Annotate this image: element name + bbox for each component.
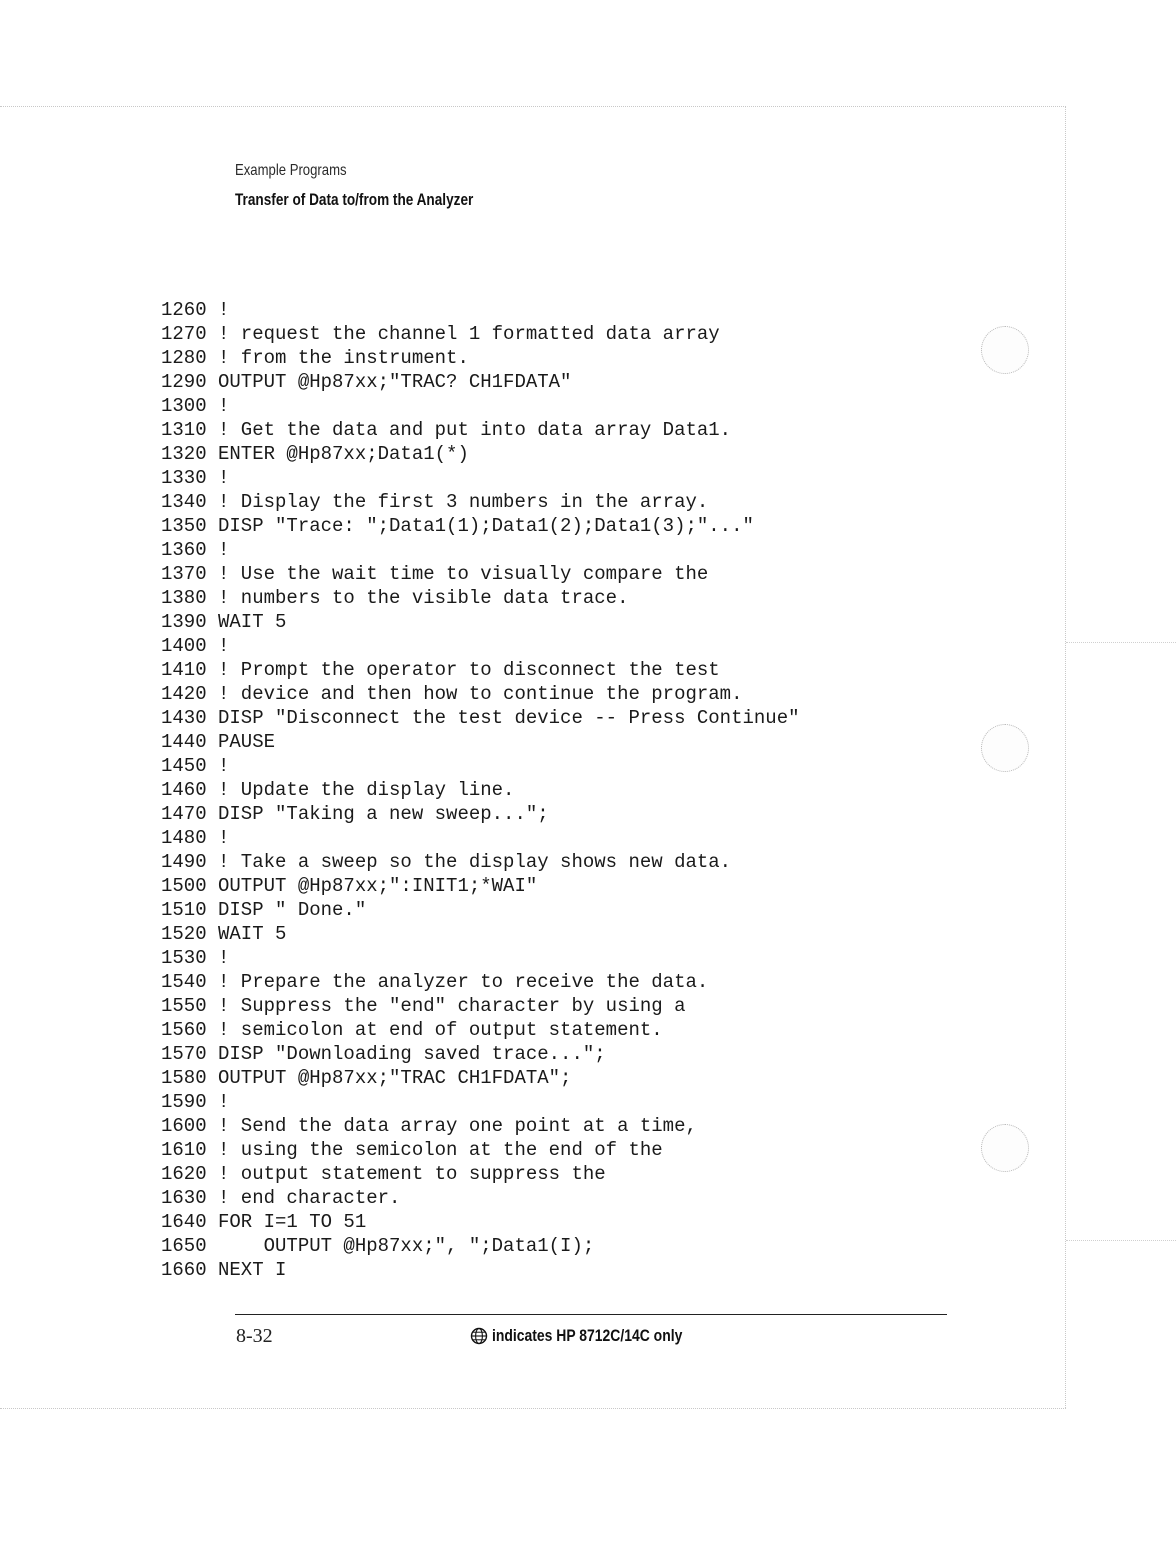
code-line — [161, 490, 800, 514]
line-number: 1410 — [161, 659, 207, 681]
line-text: WAIT 5 — [218, 611, 287, 633]
line-number: 1370 — [161, 563, 207, 585]
code-line — [161, 298, 800, 322]
line-number: 1340 — [161, 491, 207, 513]
line-text: ! request the channel 1 formatted data array — [218, 323, 720, 345]
line-number: 1650 — [161, 1235, 207, 1257]
code-line — [161, 1042, 800, 1066]
line-text: ! using the semicolon at the end of the — [218, 1139, 663, 1161]
line-number: 1550 — [161, 995, 207, 1017]
line-text: ! Display the first 3 numbers in the array. — [218, 491, 709, 513]
line-number: 1450 — [161, 755, 207, 777]
code-line — [161, 634, 800, 658]
line-text: ! Update the display line. — [218, 779, 515, 801]
line-text: OUTPUT @Hp87xx;"TRAC? CH1FDATA" — [218, 371, 572, 393]
line-text: ! — [218, 467, 230, 489]
code-line — [161, 922, 800, 946]
code-line — [161, 586, 800, 610]
line-text: ! output statement to suppress the — [218, 1163, 606, 1185]
line-text: DISP "Taking a new sweep..."; — [218, 803, 549, 825]
globe-icon — [470, 1327, 488, 1345]
footnote-text: indicates HP 8712C/14C only — [492, 1326, 683, 1345]
line-number: 1630 — [161, 1187, 207, 1209]
line-text: ! Suppress the "end" character by using a — [218, 995, 686, 1017]
code-line — [161, 850, 800, 874]
line-number: 1530 — [161, 947, 207, 969]
code-line — [161, 1114, 800, 1138]
code-line — [161, 1210, 800, 1234]
line-text: ! — [218, 755, 230, 777]
line-text: DISP "Disconnect the test device -- Press Continue" — [218, 707, 800, 729]
line-text: NEXT I — [218, 1259, 287, 1281]
scan-edge-tick — [1066, 642, 1176, 643]
code-line — [161, 514, 800, 538]
punch-hole — [981, 326, 1029, 374]
line-number: 1560 — [161, 1019, 207, 1041]
code-line — [161, 730, 800, 754]
code-line — [161, 322, 800, 346]
punch-hole — [981, 1124, 1029, 1172]
line-number: 1460 — [161, 779, 207, 801]
line-text: PAUSE — [218, 731, 276, 753]
code-line — [161, 826, 800, 850]
scan-edge-top — [0, 106, 1066, 107]
line-text: ! — [218, 635, 230, 657]
line-number: 1270 — [161, 323, 207, 345]
line-number: 1520 — [161, 923, 207, 945]
line-text: DISP "Downloading saved trace..."; — [218, 1043, 606, 1065]
line-text: OUTPUT @Hp87xx;", ";Data1(I); — [218, 1235, 595, 1257]
code-line — [161, 898, 800, 922]
code-line — [161, 1234, 800, 1258]
code-line — [161, 538, 800, 562]
page-number: 8-32 — [236, 1325, 273, 1347]
code-line — [161, 1090, 800, 1114]
line-number: 1580 — [161, 1067, 207, 1089]
code-line — [161, 802, 800, 826]
line-text: ENTER @Hp87xx;Data1(*) — [218, 443, 469, 465]
line-number: 1290 — [161, 371, 207, 393]
line-text: DISP "Trace: ";Data1(1);Data1(2);Data1(3);"..." — [218, 515, 754, 537]
line-number: 1420 — [161, 683, 207, 705]
line-text: ! Prepare the analyzer to receive the data. — [218, 971, 709, 993]
line-number: 1620 — [161, 1163, 207, 1185]
line-number: 1350 — [161, 515, 207, 537]
line-number: 1540 — [161, 971, 207, 993]
running-head — [235, 160, 533, 214]
line-text: ! semicolon at end of output statement. — [218, 1019, 663, 1041]
line-number: 1400 — [161, 635, 207, 657]
line-text: ! device and then how to continue the program. — [218, 683, 743, 705]
code-line — [161, 418, 800, 442]
line-text: ! Send the data array one point at a time, — [218, 1115, 697, 1137]
line-text: FOR I=1 TO 51 — [218, 1211, 367, 1233]
code-line — [161, 1066, 800, 1090]
line-number: 1360 — [161, 539, 207, 561]
code-line — [161, 1162, 800, 1186]
line-text: ! — [218, 299, 230, 321]
footer-rule — [235, 1314, 947, 1315]
line-text: ! Take a sweep so the display shows new data. — [218, 851, 732, 873]
line-number: 1320 — [161, 443, 207, 465]
line-number: 1490 — [161, 851, 207, 873]
line-number: 1300 — [161, 395, 207, 417]
line-text: ! Use the wait time to visually compare the — [218, 563, 709, 585]
line-number: 1430 — [161, 707, 207, 729]
scan-edge-right — [1065, 106, 1066, 1408]
line-number: 1600 — [161, 1115, 207, 1137]
code-line — [161, 994, 800, 1018]
line-text: ! — [218, 539, 230, 561]
scan-edge-bottom — [0, 1408, 1066, 1409]
code-line — [161, 346, 800, 370]
line-number: 1390 — [161, 611, 207, 633]
code-listing — [161, 298, 800, 1282]
line-number: 1510 — [161, 899, 207, 921]
line-number: 1440 — [161, 731, 207, 753]
code-line — [161, 706, 800, 730]
line-text: ! numbers to the visible data trace. — [218, 587, 629, 609]
code-line — [161, 370, 800, 394]
line-text: ! from the instrument. — [218, 347, 469, 369]
code-line — [161, 946, 800, 970]
line-text: ! — [218, 947, 230, 969]
line-number: 1280 — [161, 347, 207, 369]
code-line — [161, 394, 800, 418]
code-line — [161, 1258, 800, 1282]
code-line — [161, 1138, 800, 1162]
punch-hole — [981, 724, 1029, 772]
line-text: ! — [218, 827, 230, 849]
code-line — [161, 466, 800, 490]
code-line — [161, 778, 800, 802]
line-text: WAIT 5 — [218, 923, 287, 945]
section-title: Transfer of Data to/from the Analyzer — [235, 190, 474, 209]
line-number: 1640 — [161, 1211, 207, 1233]
line-text: DISP " Done." — [218, 899, 367, 921]
line-number: 1380 — [161, 587, 207, 609]
line-number: 1470 — [161, 803, 207, 825]
code-line — [161, 754, 800, 778]
footnote — [470, 1324, 724, 1348]
line-text: OUTPUT @Hp87xx;"TRAC CH1FDATA"; — [218, 1067, 572, 1089]
code-line — [161, 1018, 800, 1042]
line-number: 1570 — [161, 1043, 207, 1065]
line-number: 1660 — [161, 1259, 207, 1281]
line-number: 1590 — [161, 1091, 207, 1113]
section-label: Example Programs — [235, 162, 347, 179]
line-number: 1330 — [161, 467, 207, 489]
line-text: OUTPUT @Hp87xx;":INIT1;*WAI" — [218, 875, 538, 897]
line-number: 1500 — [161, 875, 207, 897]
code-line — [161, 562, 800, 586]
code-line — [161, 610, 800, 634]
code-line — [161, 1186, 800, 1210]
code-line — [161, 442, 800, 466]
line-text: ! Get the data and put into data array Data1. — [218, 419, 732, 441]
line-text: ! Prompt the operator to disconnect the test — [218, 659, 720, 681]
code-line — [161, 874, 800, 898]
line-number: 1310 — [161, 419, 207, 441]
line-number: 1610 — [161, 1139, 207, 1161]
line-number: 1480 — [161, 827, 207, 849]
scan-edge-tick — [1066, 1240, 1176, 1241]
line-text: ! end character. — [218, 1187, 401, 1209]
code-line — [161, 970, 800, 994]
line-number: 1260 — [161, 299, 207, 321]
code-line — [161, 682, 800, 706]
line-text: ! — [218, 1091, 230, 1113]
line-text: ! — [218, 395, 230, 417]
code-line — [161, 658, 800, 682]
